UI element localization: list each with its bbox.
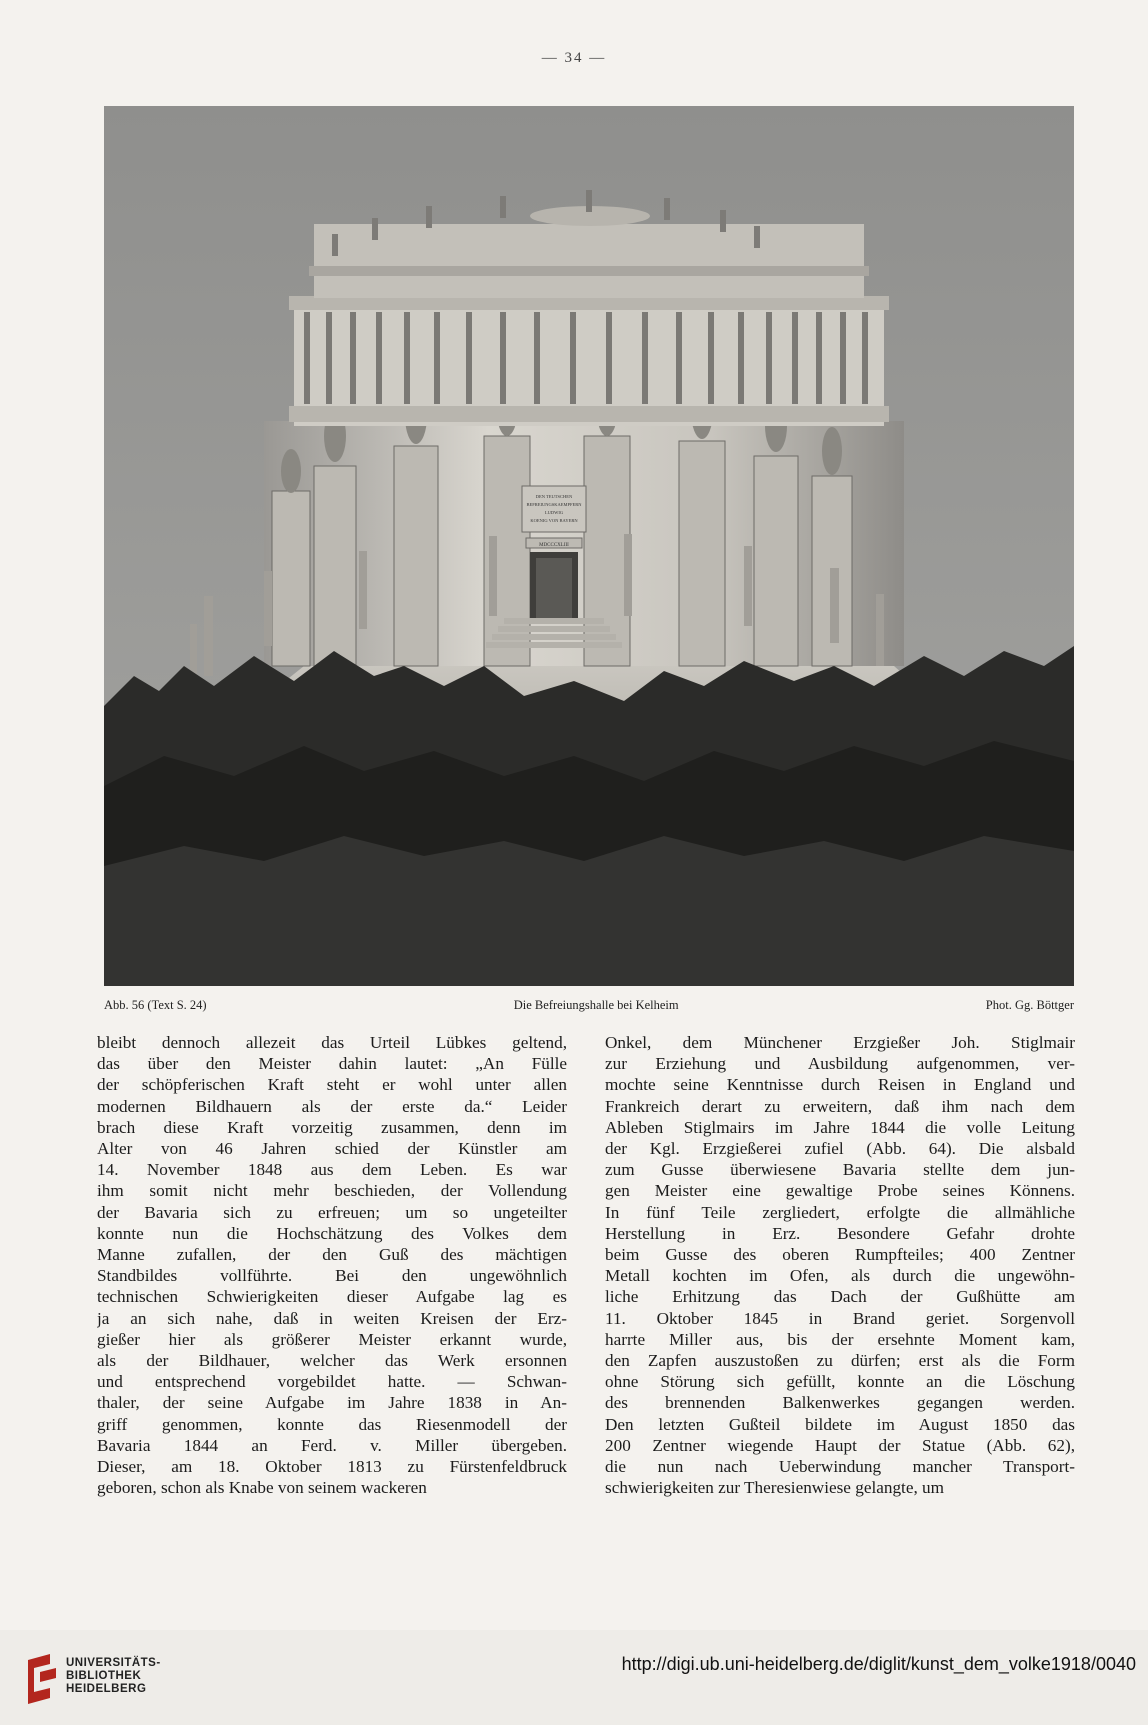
text-line: bleibt dennoch allezeit das Urteil Lübkes geltend, bbox=[97, 1033, 567, 1052]
text-line: griff genommen, konnte das Riesenmodell der bbox=[97, 1414, 567, 1434]
caption-figure-ref: Abb. 56 (Text S. 24) bbox=[104, 998, 207, 1012]
text-line: die nun nach Ueberwindung mancher Transport- bbox=[605, 1457, 1075, 1477]
text-line: Bavaria 1844 an Ferd. v. Miller übergeben. bbox=[97, 1435, 567, 1455]
right-column bbox=[605, 1032, 1075, 1498]
text-line: In fünf Teile zergliedert, erfolgte die allmähliche bbox=[605, 1202, 1075, 1222]
date-plaque: MDCCCXLIII bbox=[539, 543, 569, 548]
footer bbox=[0, 1630, 1148, 1725]
inscription-line-4: KOENIG VON BAYERN bbox=[530, 518, 578, 523]
institution-line-2: BIBLIOTHEK bbox=[66, 1670, 142, 1682]
text-line: brach diese Kraft vorzeitig zusammen, denn im bbox=[97, 1117, 567, 1137]
text-line: ohne Störung sich gefüllt, konnte an die Löschung bbox=[605, 1372, 1075, 1392]
text-line: Herstellung in Erz. Besondere Gefahr drohte bbox=[605, 1223, 1075, 1243]
text-line: schwierigkeiten zur Theresienwiese gelangte, um bbox=[605, 1478, 945, 1498]
text-line: Alter von 46 Jahren schied der Künstler am bbox=[97, 1139, 567, 1159]
text-line: liche Erhitzung das Dach der Gußhütte am bbox=[605, 1287, 1075, 1307]
text-line: und entsprechend vorgebildet hatte. — Schwan- bbox=[97, 1372, 567, 1392]
inscription-line-1: DEN TEUTSCHEN bbox=[535, 494, 573, 499]
caption-credit: Phot. Gg. Böttger bbox=[985, 998, 1074, 1012]
body-text bbox=[97, 1032, 1075, 1498]
left-column bbox=[97, 1032, 567, 1498]
inscription-line-2: BEFREIUNGSKAEMPFERN bbox=[526, 502, 582, 507]
text-line: ja an sich nahe, daß in weiten Kreisen der Erz- bbox=[97, 1308, 567, 1328]
text-line: gen Meister eine gewaltige Probe seines Könnens. bbox=[605, 1181, 1075, 1201]
text-line: Onkel, dem Münchener Erzgießer Joh. Stiglmair bbox=[605, 1033, 1075, 1052]
text-line: Frankreich derart zu erweitern, daß ihm nach dem bbox=[605, 1096, 1075, 1116]
text-line: als der Bildhauer, welcher das Werk ersonnen bbox=[97, 1351, 567, 1371]
text-line: technischen Schwierigkeiten dieser Aufgabe lag es bbox=[97, 1287, 567, 1307]
institution-line-3: HEIDELBERG bbox=[66, 1683, 147, 1695]
text-line: thaler, der seine Aufgabe im Jahre 1838 in An- bbox=[97, 1393, 567, 1413]
institution-line-1: UNIVERSITÄTS- bbox=[66, 1657, 161, 1669]
text-line: der Kgl. Erzgießerei zufiel (Abb. 64). Die alsbald bbox=[605, 1139, 1075, 1159]
text-line: Metall kochten im Ofen, als durch die ungewöhn- bbox=[605, 1266, 1075, 1286]
text-line: 14. November 1848 aus dem Leben. Es war bbox=[97, 1160, 567, 1180]
text-line: das über den Meister dahin lautet: „An Fülle bbox=[97, 1054, 567, 1074]
text-line: konnte nun die Hochschätzung des Volkes dem bbox=[97, 1223, 567, 1243]
text-line: der schöpferischen Kraft steht er wohl unter allen bbox=[97, 1075, 567, 1095]
text-line: 11. Oktober 1845 in Brand geriet. Sorgenvoll bbox=[605, 1308, 1075, 1328]
text-line: Dieser, am 18. Oktober 1813 zu Fürstenfeldbruck bbox=[97, 1457, 567, 1477]
text-line: geboren, schon als Knabe von seinem wackeren bbox=[97, 1478, 427, 1498]
text-line: Standbildes vollführte. Bei den ungewöhnlich bbox=[97, 1266, 567, 1286]
page-number: — 34 — bbox=[541, 50, 607, 66]
university-library-logo bbox=[20, 1652, 60, 1712]
text-line: zum Gusse überwiesene Bavaria stellte dem jun- bbox=[605, 1160, 1075, 1180]
institution-name bbox=[66, 1657, 161, 1696]
text-line: Ableben Stiglmairs im Jahre 1844 die volle Leitung bbox=[605, 1117, 1075, 1137]
text-line: gießer hier als größerer Meister erkannt wurde, bbox=[97, 1329, 567, 1349]
text-line: mochte seine Kenntnisse durch Reisen in England und bbox=[605, 1075, 1075, 1095]
text-line: des brennenden Balkenwerkes gegangen werden. bbox=[605, 1393, 1075, 1413]
text-line: Den letzten Gußteil bildete im August 1850 das bbox=[605, 1414, 1075, 1434]
text-line: 200 Zentner wiegende Haupt der Statue (Abb. 62), bbox=[605, 1435, 1075, 1455]
figure-caption bbox=[104, 998, 1074, 1013]
text-line: Manne zufallen, der den Guß des mächtigen bbox=[97, 1245, 567, 1265]
text-line: harrte Miller aus, bis der ersehnte Moment kam, bbox=[605, 1329, 1075, 1349]
text-line: beim Gusse des oberen Rumpfteiles; 400 Zentner bbox=[605, 1245, 1075, 1265]
source-url[interactable]: http://digi.ub.uni-heidelberg.de/diglit/kunst_dem_volke1918/0040 bbox=[621, 1654, 1136, 1674]
caption-title: Die Befreiungshalle bei Kelheim bbox=[513, 998, 679, 1012]
inscription-line-3: LUDWIG bbox=[544, 510, 564, 515]
text-line: den Zapfen auszustoßen zu dürfen; erst als die Form bbox=[605, 1351, 1075, 1371]
text-line: ihm somit nicht mehr beschieden, der Vollendung bbox=[97, 1181, 567, 1201]
text-line: der Bavaria sich zu erfreuen; um so ungeteilter bbox=[97, 1202, 567, 1222]
text-line: zur Erziehung und Ausbildung aufgenommen, ver- bbox=[605, 1054, 1075, 1074]
text-line: modernen Bildhauern als der erste da.“ Leider bbox=[97, 1096, 567, 1116]
photograph-befreiungshalle bbox=[104, 106, 1074, 986]
